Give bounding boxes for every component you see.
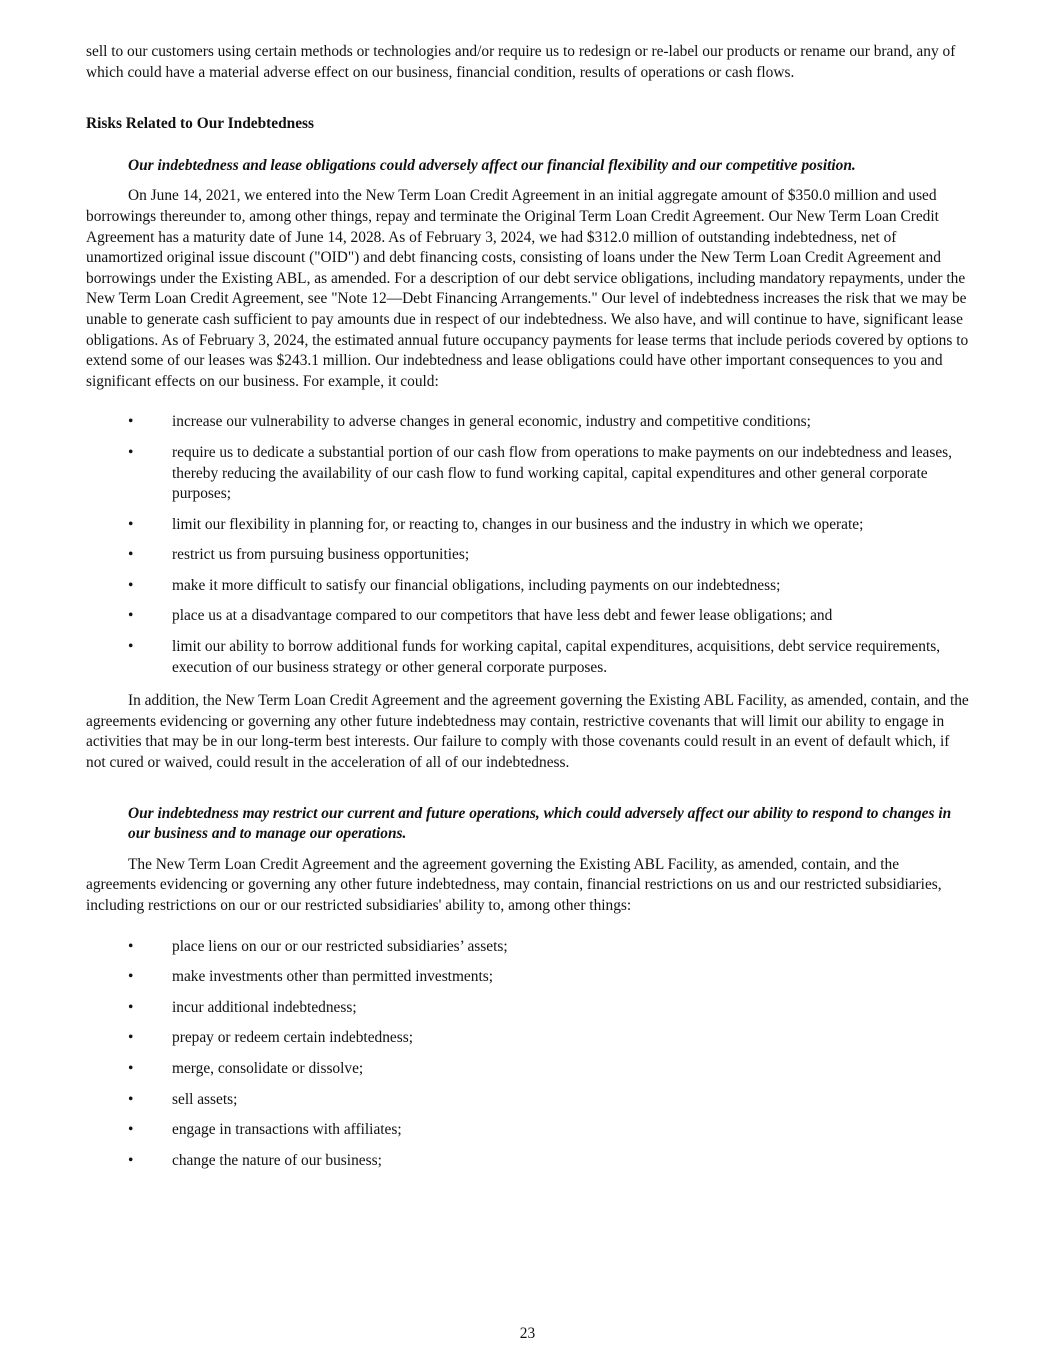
risk1-bullet-list xyxy=(86,412,970,678)
page-number: 23 xyxy=(519,1325,536,1342)
bullet-icon: • xyxy=(128,998,134,1016)
risk2-bullet-list xyxy=(86,937,970,1172)
bullet-icon: • xyxy=(128,546,134,564)
list-item: • limit our ability to borrow additional funds for working capital, capital expenditures, acquisitions, debt service requirements, execution of our business strategy or other general corporate purposes. xyxy=(128,638,941,676)
bullet-icon: • xyxy=(128,1151,134,1169)
bullet-icon: • xyxy=(128,515,134,533)
bullet-icon: • xyxy=(128,1029,134,1047)
bullet-icon: • xyxy=(128,607,134,625)
bullet-icon: • xyxy=(128,1059,134,1077)
bullet-icon: • xyxy=(128,638,134,656)
bullet-icon: • xyxy=(128,443,134,461)
list-item: • limit our flexibility in planning for, or reacting to, changes in our business and the industry in which we operate; xyxy=(86,515,970,536)
bullet-icon: • xyxy=(128,413,134,431)
list-item: • require us to dedicate a substantial portion of our cash flow from operations to make payments on our indebtedness and leases, thereby reducing the availability of our cash flow to fund working capital, capital expenditures and other general corporate purposes; xyxy=(128,443,953,503)
list-item: • sell assets; xyxy=(86,1090,970,1111)
bullet-icon: • xyxy=(128,576,134,594)
list-item: • incur additional indebtedness; xyxy=(86,998,970,1019)
intro-paragraph: sell to our customers using certain methods or technologies and/or require us to redesign or re-label our products or rename our brand, any of which could have a material adverse effect on our business, financial condition, results of operations or cash flows. xyxy=(86,43,956,81)
list-item: • make it more difficult to satisfy our financial obligations, including payments on our indebtedness; xyxy=(86,576,970,597)
section-heading: Risks Related to Our Indebtedness xyxy=(86,115,315,133)
bullet-icon: • xyxy=(128,1090,134,1108)
list-item: • increase our vulnerability to adverse changes in general economic, industry and competitive conditions; xyxy=(86,412,970,433)
list-item: • prepay or redeem certain indebtedness; xyxy=(86,1028,970,1049)
bullet-icon: • xyxy=(128,937,134,955)
risk-heading-1: Our indebtedness and lease obligations could adversely affect our financial flexibility and our competitive position. xyxy=(128,156,856,174)
risk2-paragraph: The New Term Loan Credit Agreement and the agreement governing the Existing ABL Facility, as amended, contain, and the agreements evidencing or governing any other future indebtedness, may contain, financial restrictions on us and our restricted subsidiaries, including restrictions on our or our restricted subsidiaries' ability to, among other things: xyxy=(86,855,942,914)
document-page xyxy=(86,42,970,1181)
list-item: • place us at a disadvantage compared to our competitors that have less debt and fewer lease obligations; and xyxy=(86,606,970,627)
bullet-icon: • xyxy=(128,968,134,986)
risk1-closing-paragraph: In addition, the New Term Loan Credit Agreement and the agreement governing the Existing ABL Facility, as amended, contain, and the agreements evidencing or governing any other future indebtedness may contain, restrictive covenants that will limit our ability to engage in activities that may be in our long-term best interests. Our failure to comply with those covenants could result in an event of default which, if not cured or waived, could result in the acceleration of all of our indebtedness. xyxy=(86,692,969,772)
list-item: • restrict us from pursuing business opportunities; xyxy=(86,545,970,566)
risk1-paragraph: On June 14, 2021, we entered into the New Term Loan Credit Agreement in an initial aggregate amount of $350.0 million and used borrowings thereunder to, among other things, repay and terminate the Original Term Loan Credit Agreement. Our New Term Loan Credit Agreement has a maturity date of June 14, 2028. As of February 3, 2024, we had $312.0 million of outstanding indebtedness, net of unamortized original issue discount ("OID") and debt financing costs, consisting of loans under the New Term Loan Credit Agreement and borrowings under the Existing ABL, as amended. For a description of our debt service obligations, including mandatory repayments, under the New Term Loan Credit Agreement, see "Note 12—Debt Financing Arrangements." Our level of indebtedness increases the risk that we may be unable to generate cash sufficient to pay amounts due in respect of our indebtedness. We also have, and will continue to have, significant lease obligations. As of February 3, 2024, the estimated annual future occupancy payments for lease terms that include periods covered by options to extend some of our leases was $243.1 million. Our indebtedness and lease obligations could have other important consequences to you and significant effects on our business. For example, it could: xyxy=(86,187,969,390)
bullet-icon: • xyxy=(128,1121,134,1139)
list-item: • place liens on our or our restricted subsidiaries’ assets; xyxy=(86,937,970,958)
list-item: • engage in transactions with affiliates; xyxy=(86,1120,970,1141)
list-item: • change the nature of our business; xyxy=(86,1151,970,1172)
list-item: • merge, consolidate or dissolve; xyxy=(86,1059,970,1080)
risk-heading-2: Our indebtedness may restrict our current and future operations, which could adversely affect our ability to respond to changes in our business and to manage our operations. xyxy=(128,804,952,843)
list-item: • make investments other than permitted investments; xyxy=(86,967,970,988)
